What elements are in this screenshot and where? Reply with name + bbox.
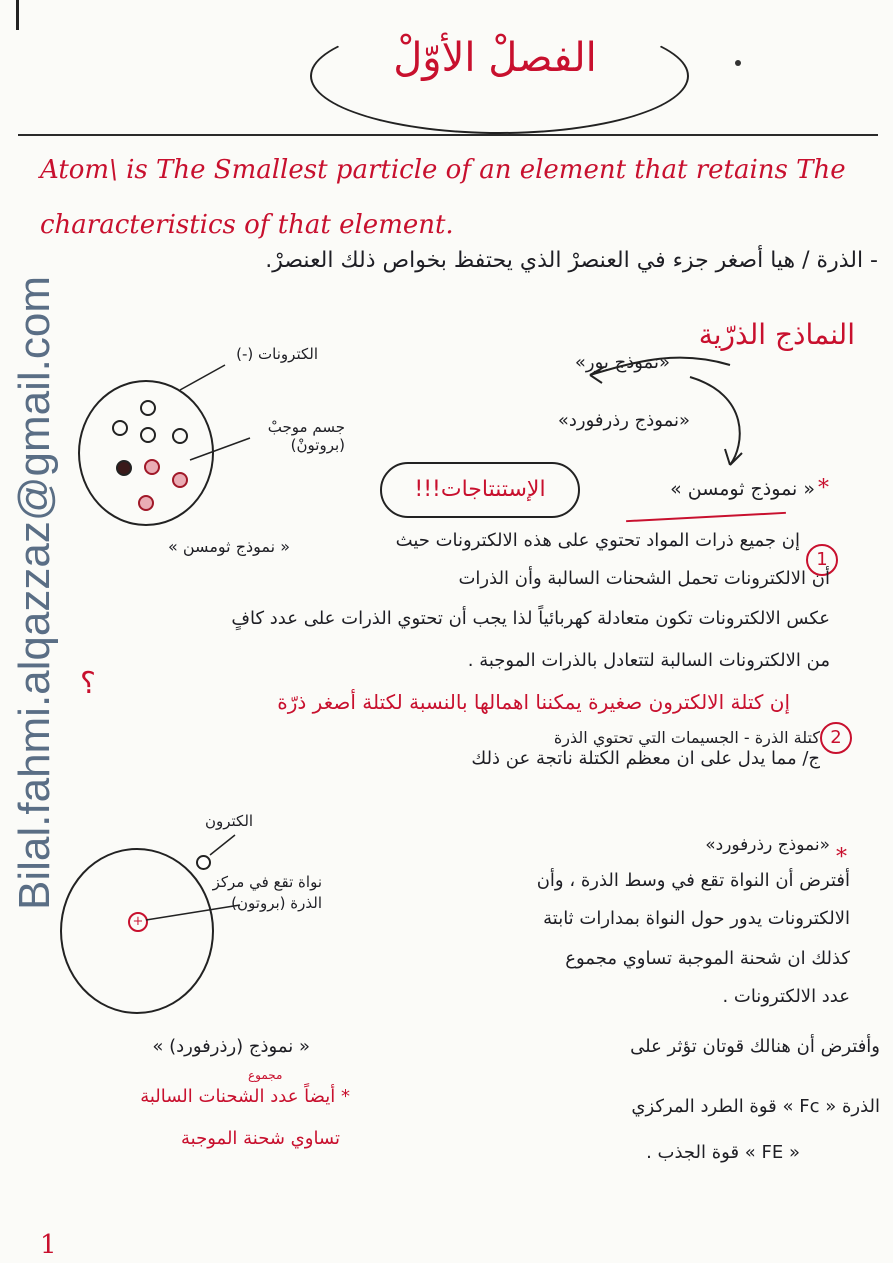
arrow-to-bohr — [590, 358, 730, 375]
rutherford-line1: أفترض أن النواة تقع في وسط الذرة ، وأن — [536, 870, 850, 891]
page-corner-mark — [16, 0, 19, 30]
arrow-head-icon — [725, 449, 742, 465]
positive-particle-icon — [138, 495, 154, 511]
page-number: 1 — [40, 1230, 57, 1260]
electron-icon — [112, 420, 128, 436]
rutherford-note-line2: تساوي شحنة الموجبة — [181, 1128, 340, 1149]
question-mark: ؟ — [80, 666, 96, 701]
model-arrows — [560, 355, 760, 475]
definition-en-line1-text: Atom\ is The Smallest particle of an element that retains The — [40, 155, 846, 185]
electron-label-2: الكترون — [205, 812, 254, 830]
thomson-point-line7: ج/ مما يدل على ان معظم الكتلة ناتجة عن ذلك — [471, 748, 820, 769]
arrow-to-thomson — [690, 377, 740, 465]
rutherford-model-label: «نموذج رذرفورد» — [557, 410, 690, 431]
positive-particle-icon — [172, 472, 188, 488]
thomson-point-line6: كتلة الذرة - الجسيمات التي تحتوي الذرة — [553, 728, 820, 747]
ink-dot — [735, 60, 741, 66]
rutherford-heading: «نموذج رذرفورد» — [705, 835, 830, 855]
thomson-point-line4: من الالكترونات السالبة لتتعادل بالذرات الموجبة . — [467, 650, 830, 671]
thomson-point-line5: إن كتلة الالكترون صغيرة يمكننا اهمالها بالنسبة لكتلة أصغر ذرّة — [277, 690, 790, 714]
electron-icon — [140, 427, 156, 443]
positive-body-label: جسم موجبْ (بروتونْ) — [267, 418, 345, 454]
thomson-point-line3: عكس الالكترونات تكون متعادلة كهربائياً لذا يجب أن تحتوي الذرات على عدد كافٍ — [231, 608, 830, 629]
rutherford-note-line1: * أيضاً عدد الشحنات السالبة — [140, 1086, 350, 1107]
positive-particle-icon — [116, 460, 132, 476]
star-marker-icon: * — [818, 476, 829, 501]
point-number-2: 2 — [820, 722, 852, 754]
definition-en-line1 — [40, 155, 870, 185]
star-marker-icon: * — [836, 845, 847, 870]
nucleus-icon: + — [128, 912, 148, 932]
header-rule — [18, 134, 878, 136]
rutherford-line4: عدد الالكترونات . — [722, 986, 850, 1007]
thomson-model-label: « نموذج ثومسن » — [670, 478, 815, 500]
nucleus-label: نواة تقع في مركز الذرة (بروتون) — [212, 873, 322, 912]
page-title: الفصلْ الأوّلْ — [393, 35, 597, 81]
rutherford-line2: الالكترونات يدور حول النواة بمدارات ثابتة — [543, 908, 850, 929]
email-watermark: Bilal.fahmi.alqazzaz@gmail.com — [10, 275, 59, 910]
conclusions-cloud: الإستنتاجات!!! — [380, 462, 580, 518]
electron-label: الكترونات (-) — [236, 345, 318, 363]
rutherford-line7: « FE » قوة الجذب . — [646, 1142, 800, 1163]
rutherford-line6: الذرة « Fc » قوة الطرد المركزي — [631, 1096, 880, 1117]
thomson-model-caption: « نموذج ثومسن » — [168, 537, 290, 556]
positive-particle-icon — [144, 459, 160, 475]
bohr-model-label: «نموذج بور» — [574, 352, 670, 373]
thomson-point-line2: أن الالكترونات تحمل الشحنات السالبة وأن الذرات — [458, 568, 830, 589]
thomson-point-line1: إن جميع ذرات المواد تحتوي على هذه الالكترونات حيث — [395, 530, 800, 551]
rutherford-line5: وأفترض أن هنالك قوتان تؤثر على — [630, 1036, 880, 1057]
definition-en-line2: characteristics of that element. — [40, 210, 454, 240]
electron-icon — [140, 400, 156, 416]
point-number-1: 1 — [806, 544, 838, 576]
atomic-models-heading: النماذج الذرّية — [698, 318, 855, 351]
rutherford-model-caption: « نموذج (رذرفورد) » — [152, 1036, 310, 1057]
rutherford-line3: كذلك ان شحنة الموجبة تساوي مجموع — [565, 948, 850, 969]
red-underline — [626, 512, 786, 522]
definition-ar: - الذرة / هيا أصغر جزء في العنصرْ الذي يحتفظ بخواص ذلك العنصرْ. — [265, 248, 878, 273]
added-word: مجموع — [248, 1068, 283, 1082]
